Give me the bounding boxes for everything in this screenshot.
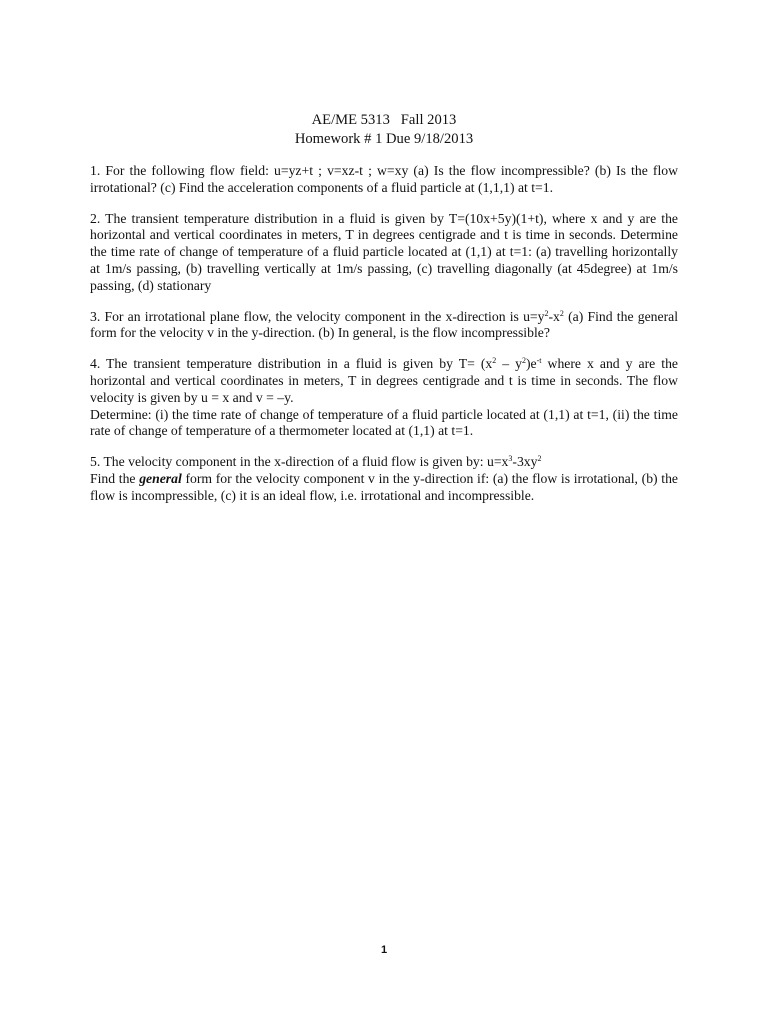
superscript: 2 (559, 308, 564, 318)
superscript: 2 (537, 454, 542, 464)
emphasis-general: general (139, 470, 182, 486)
superscript: 3 (508, 454, 513, 464)
homework-title: Homework # 1 Due 9/18/2013 (294, 131, 474, 147)
problem-3-text-part: (a) Find the general form for the velocity v in the y-direction. (b) In general, is the flow incompressible? (90, 308, 679, 341)
problem-2-text: 2. The transient temperature distribution in a fluid is given by T=(10x+5y)(1+t), where x and y are the horizontal and vertical coordinates in meters, T in degrees centigrade and t is time in seconds. Determine the time rate of change of temperature of a fluid particle located at (1,1) at t=1: (a) travelling horizontally at 1m/s passing, (b) travelling vertically at 1m/s passing, (c) travelling diagonally (at 45degree) at 1m/s passing, (d) stationary (90, 210, 678, 293)
superscript: -t (536, 356, 542, 366)
problem-4-text-part: where x and y are the horizontal and vertical coordinates in meters, T in degrees centigrade and t is time in seconds. The flow velocity is given by u = x and v = –y. (90, 356, 679, 405)
problem-3 (90, 309, 678, 343)
problem-4-determine: Determine: (i) the time rate of change of temperature of a fluid particle located at (1,1) at t=1, (ii) the time rate of change of temperature of a thermometer located at (1,1) at t=1. (90, 406, 678, 439)
problem-5 (90, 454, 678, 504)
problem-4-text-part: )e (526, 356, 537, 372)
document-header (0, 111, 768, 149)
problem-5-text-part: Find the (90, 470, 140, 486)
course-title: AE/ME 5313 Fall 2013 (311, 112, 457, 128)
problem-4-text-part: – y (496, 356, 522, 372)
problem-3-text-part: -x (548, 308, 560, 324)
problem-5-text-part: form for the velocity component v in the y-direction if: (a) the flow is irrotational, (b) the flow is incompressible, (c) it is an ideal flow, i.e. irrotational and incompressible. (90, 470, 678, 503)
problem-4 (90, 356, 678, 440)
problem-1-text: 1. For the following flow field: u=yz+t ; v=xz-t ; w=xy (a) Is the flow incompressible? (b) Is the flow irrotational? (c) Find the acceleration components of a fluid particle at (1,1,1) at t=1. (90, 163, 678, 195)
problem-4-text-part: 4. The transient temperature distribution in a fluid is given by T= (x (90, 356, 493, 372)
problem-3-text-part: 3. For an irrotational plane flow, the velocity component in the x-direction is u=y (90, 308, 545, 324)
problem-1 (90, 163, 678, 197)
problem-2 (90, 211, 678, 295)
problem-list (90, 163, 678, 519)
superscript: 2 (522, 356, 526, 366)
superscript: 2 (492, 356, 497, 366)
superscript: 2 (544, 308, 549, 318)
problem-5-text-part: -3xy (512, 454, 538, 470)
page-number: 1 (380, 944, 388, 956)
problem-5-text-part: 5. The velocity component in the x-direction of a fluid flow is given by: u=x (90, 454, 509, 470)
